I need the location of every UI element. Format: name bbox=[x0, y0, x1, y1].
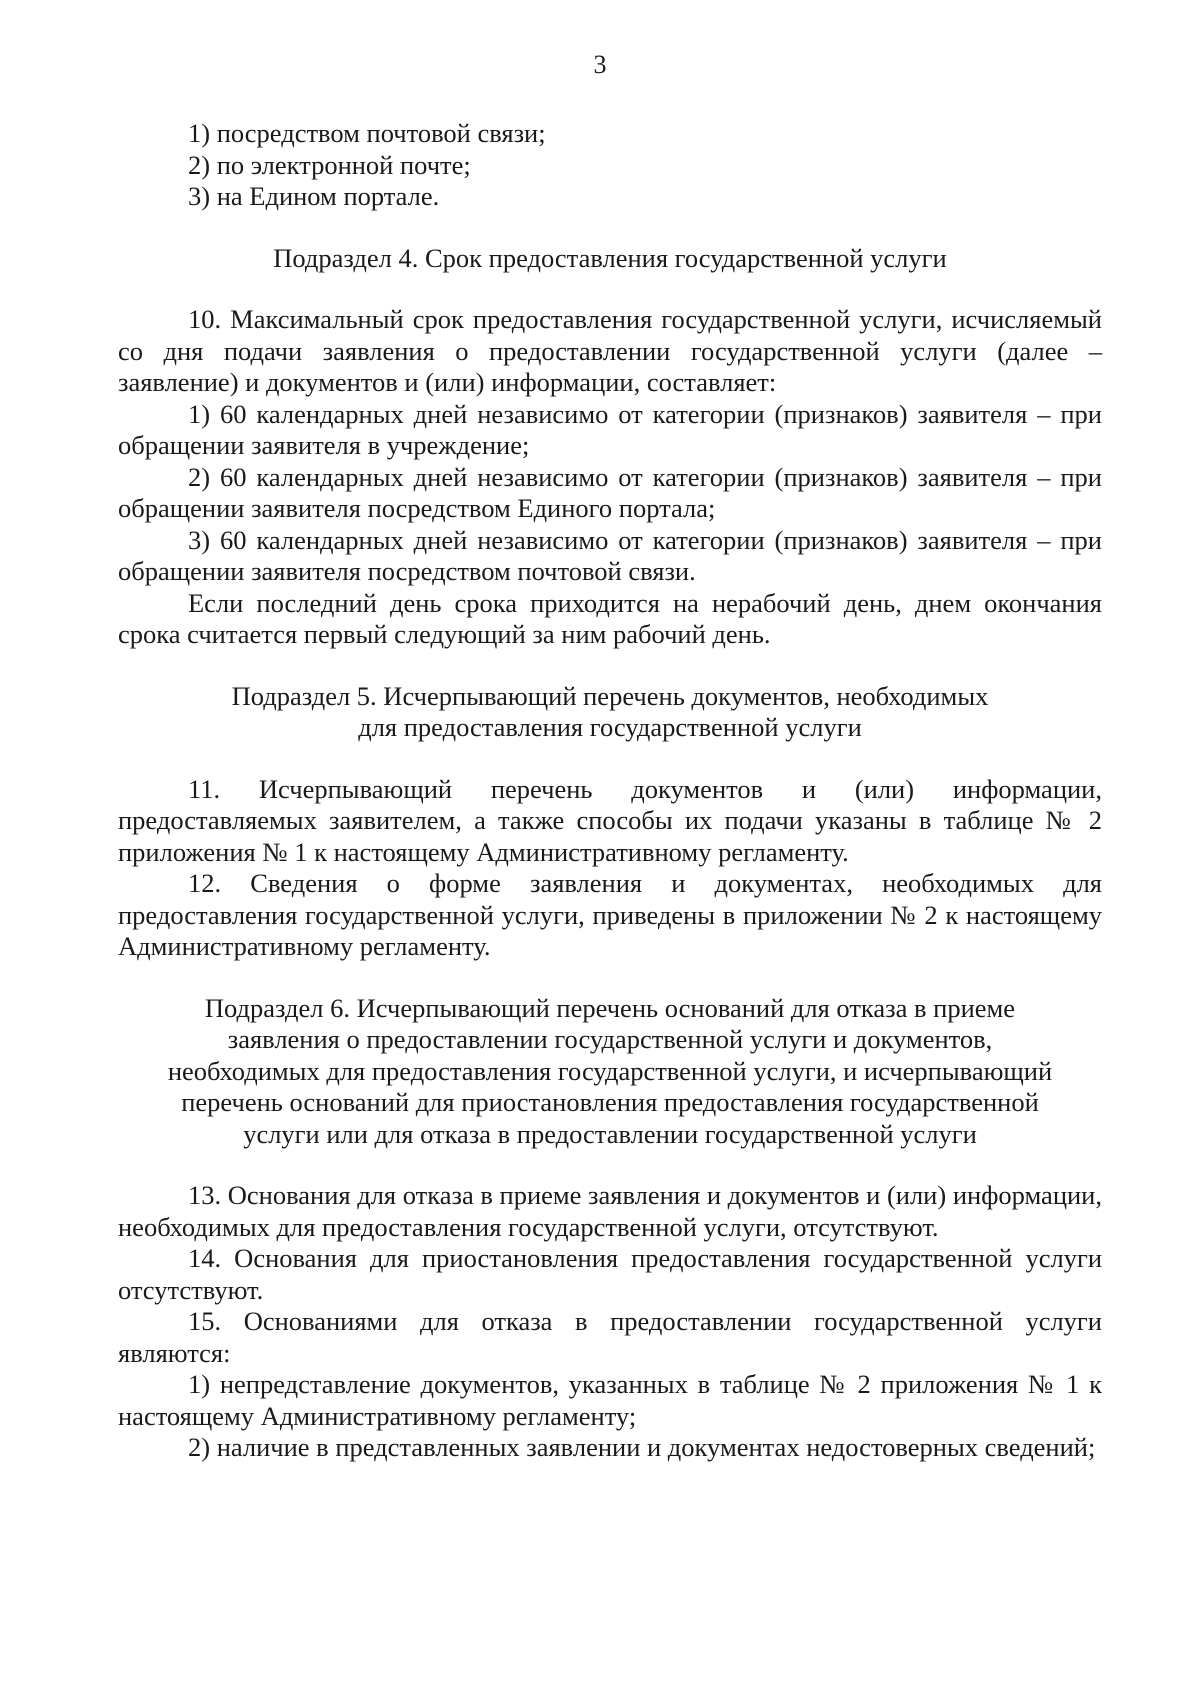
intro-list bbox=[118, 118, 1102, 213]
paragraph-10-note: Если последний день срока приходится на нерабочий день, днем окончания срока считается первый следующий за ним рабочий день. bbox=[118, 587, 1102, 649]
page-number: 3 bbox=[593, 50, 607, 79]
list-item: 2) по электронной почте; bbox=[188, 149, 471, 180]
heading-line: перечень оснований для приостановления предоставления государственной bbox=[181, 1087, 1039, 1117]
paragraph-10-item-2: 2) 60 календарных дней независимо от категории (признаков) заявителя – при обращении заявителя посредством Единого портала; bbox=[118, 461, 1102, 523]
list-item: 3) на Едином портале. bbox=[188, 181, 440, 211]
subsection-6-heading bbox=[118, 993, 1102, 1151]
list-item: 1) посредством почтовой связи; bbox=[188, 118, 546, 148]
heading-line: заявления о предоставлении государственной услуги и документов, bbox=[227, 1024, 993, 1054]
heading-line: Подраздел 6. Исчерпывающий перечень оснований для отказа в приеме bbox=[204, 992, 1016, 1023]
heading-line: услуги или для отказа в предоставлении государственной услуги bbox=[243, 1118, 977, 1149]
paragraph-14: 14. Основания для приостановления предоставления государственной услуги отсутствуют. bbox=[118, 1243, 1102, 1305]
paragraph-10-item-3: 3) 60 календарных дней независимо от категории (признаков) заявителя – при обращении заявителя посредством почтовой связи. bbox=[118, 524, 1102, 586]
paragraph-10: 10. Максимальный срок предоставления государственной услуги, исчисляемый со дня подачи заявления о предоставлении государственной услуги (далее – заявление) и документов и (или) информации, составляет: bbox=[118, 304, 1102, 397]
paragraph-15-item-2: 2) наличие в представленных заявлении и документах недостоверных сведений; bbox=[188, 1432, 1096, 1462]
heading-line: для предоставления государственной услуги bbox=[358, 712, 862, 742]
paragraph-10-item-1: 1) 60 календарных дней независимо от категории (признаков) заявителя – при обращении заявителя в учреждение; bbox=[118, 398, 1102, 460]
subsection-4-heading: Подраздел 4. Срок предоставления государственной услуги bbox=[273, 242, 947, 273]
document-body bbox=[118, 118, 1102, 1464]
heading-line: необходимых для предоставления государственной услуги, и исчерпывающий bbox=[167, 1055, 1053, 1086]
heading-line: Подраздел 5. Исчерпывающий перечень документов, необходимых bbox=[231, 680, 989, 711]
paragraph-13: 13. Основания для отказа в приеме заявления и документов и (или) информации, необходимых для предоставления государственной услуги, отсутствуют. bbox=[118, 1180, 1102, 1242]
paragraph-12: 12. Сведения о форме заявления и документах, необходимых для предоставления государственной услуги, приведены в приложении № 2 к настоящему Административному регламенту. bbox=[118, 868, 1102, 961]
paragraph-15-item-1: 1) непредставление документов, указанных в таблице № 2 приложения № 1 к настоящему Административному регламенту; bbox=[118, 1369, 1102, 1431]
subsection-5-heading bbox=[118, 681, 1102, 744]
paragraph-15: 15. Основаниями для отказа в предоставлении государственной услуги являются: bbox=[118, 1306, 1102, 1368]
paragraph-11: 11. Исчерпывающий перечень документов и (или) информации, предоставляемых заявителем, а также способы их подачи указаны в таблице № 2 приложения № 1 к настоящему Административному регламенту. bbox=[118, 773, 1102, 867]
